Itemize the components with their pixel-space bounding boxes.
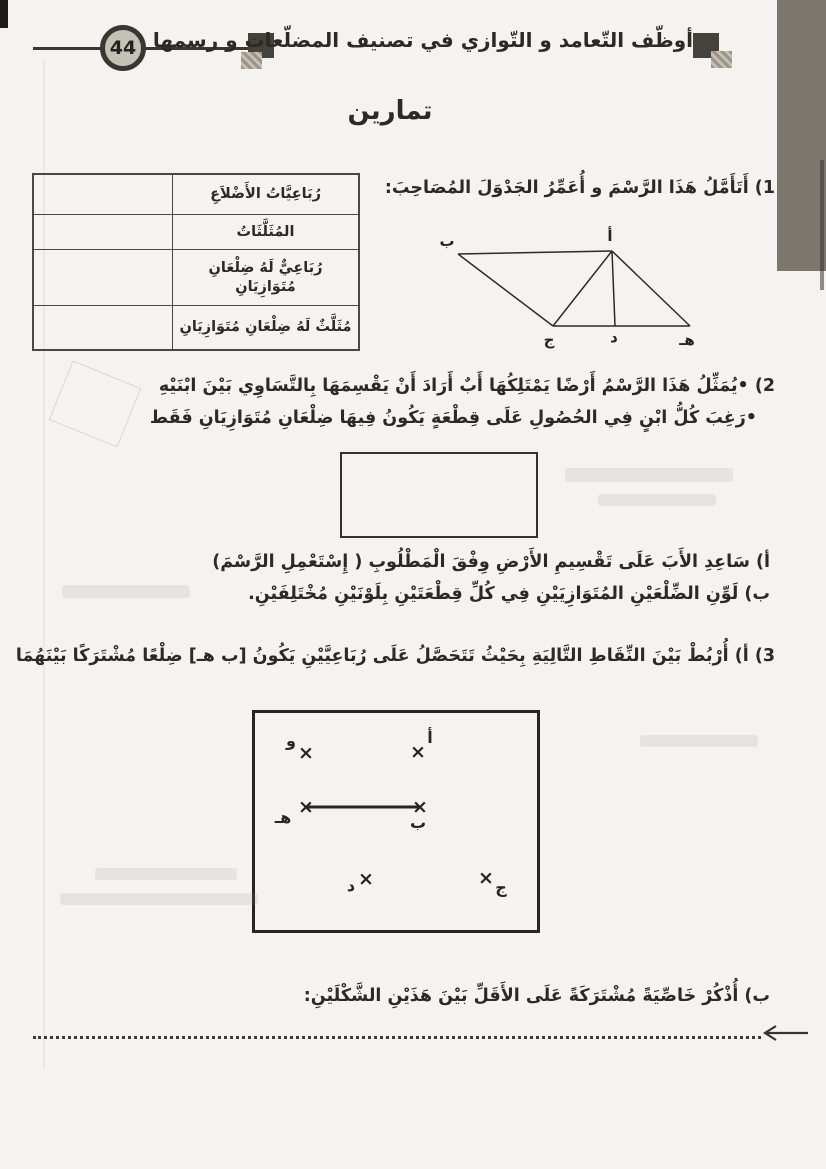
exercise2-line2: •رَغِبَ كُلُّ ابْنٍ فِي الحُصُولِ عَلَى قِطْعَةٍ يَكُونُ فِيهَا ضِلْعَانِ مُتَوَازِيَانِ فَقَط <box>149 408 757 428</box>
point-label-waw: و <box>286 731 296 750</box>
table-answer-cell <box>34 305 172 349</box>
point-label-jim: ج <box>495 878 507 897</box>
table-answer-cell <box>34 214 172 249</box>
header-ornament-square <box>241 52 262 69</box>
point-marker: × <box>478 867 494 889</box>
table-row-label: رُبَاعِيٌّ لَهُ ضِلْعَانِ مُتَوَازِيَانِ <box>172 249 358 305</box>
exercise2-part-b: ب) لَوِّنِ الضِّلْعَيْنِ المُتَوَازِيَيْنِ فِي كُلِّ قِطْعَتَيْنِ بِلَوْنَيْنِ مُخْتَلِفَيْنِ. <box>248 584 770 604</box>
exercise2-part-a: أ) سَاعِدِ الأَبَ عَلَى تَقْسِيمِ الأَرْضِ وِفْقَ الْمَطْلُوبِ ( إِسْتَعْمِلِ الرَّسْمَ) <box>212 552 770 572</box>
exercise2-line1: 2) •يُمَثِّلُ هَذَا الرَّسْمُ أَرْضًا يَمْتَلِكُهَا أَبٌ أَرَادَ أَنْ يَقْسِمَهَا بِالتَّسَاوِي بَيْنَ ابْنَيْهِ <box>158 376 775 396</box>
exercise3-prompt: 3) أ) أُرْبُطْ بَيْنَ النِّقَاطِ التَّالِيَةِ بِحَيْثُ تَتَحَصَّلُ عَلَى رُبَاعِيَّيْنِ يَكُونُ [ب هـ] ضِلْعًا مُشْتَرَكًا بَيْنَهُمَا <box>15 646 775 666</box>
scan-bleed-artifact <box>640 735 758 747</box>
point-marker: × <box>412 796 428 818</box>
point-label-ba: ب <box>409 813 427 832</box>
table-answer-cell <box>34 175 172 214</box>
point-marker: × <box>410 741 426 763</box>
table-row-label: المُثَلَّثَاتُ <box>172 214 358 249</box>
scan-bleed-artifact <box>62 585 190 598</box>
point-marker: × <box>358 868 374 890</box>
exercise3-part-b: ب) أُذْكُرْ خَاصِّيَةً مُشْتَرَكَةً عَلَى الأَقَلِّ بَيْنَ هَذَيْنِ الشَّكْلَيْنِ: <box>303 986 770 1006</box>
vertex-label-jim: ج <box>543 331 555 349</box>
page-number-badge <box>100 25 146 71</box>
point-marker: × <box>298 742 314 764</box>
exercise3-points-figure <box>255 713 537 930</box>
land-rectangle-drawing-area <box>340 452 538 538</box>
table-row-label: مُثَلَّثٌ لَهُ ضِلْعَانِ مُتَوَازِيَانِ <box>172 305 358 349</box>
vertex-label-ba: ب <box>439 232 455 250</box>
scan-bleed-artifact <box>565 468 733 482</box>
answer-dotted-line <box>33 1036 761 1039</box>
classification-table <box>32 173 360 351</box>
vertex-label-dal: د <box>610 328 618 346</box>
header-ornament-square <box>711 51 732 68</box>
scan-bleed-artifact <box>49 360 142 447</box>
point-label-dal: د <box>346 876 356 895</box>
scan-corner-mark <box>0 0 8 28</box>
point-label-alif: أ <box>427 728 433 747</box>
scan-bleed-artifact <box>598 494 716 506</box>
lesson-title: أوظّف التّعامد و التّوازي في تصنيف المضلّعات و رسمها <box>152 28 693 52</box>
scan-bleed-artifact <box>95 868 237 880</box>
page-number: 44 <box>109 37 137 59</box>
margin-gray-band <box>777 0 826 271</box>
vertex-label-ha: هـ <box>679 331 695 349</box>
points-box <box>252 710 540 933</box>
vertex-label-alif: أ <box>607 227 613 245</box>
exercise1-prompt: 1) أَتَأَمَّلُ هَذَا الرَّسْمَ و أُعَمِّرُ الجَدْوَلَ المُصَاحِبَ: <box>384 178 775 198</box>
section-title: تمارين <box>347 96 433 126</box>
exercise1-figure <box>420 224 710 349</box>
table-row-label: رُبَاعِيَّاتُ الأَضْلاَعِ <box>172 175 358 214</box>
left-arrow-icon <box>758 1020 812 1046</box>
scan-artifact <box>820 160 824 290</box>
scan-bleed-artifact <box>60 893 258 905</box>
table-answer-cell <box>34 249 172 305</box>
point-marker: × <box>298 796 314 818</box>
point-label-ha: هـ <box>274 808 292 827</box>
